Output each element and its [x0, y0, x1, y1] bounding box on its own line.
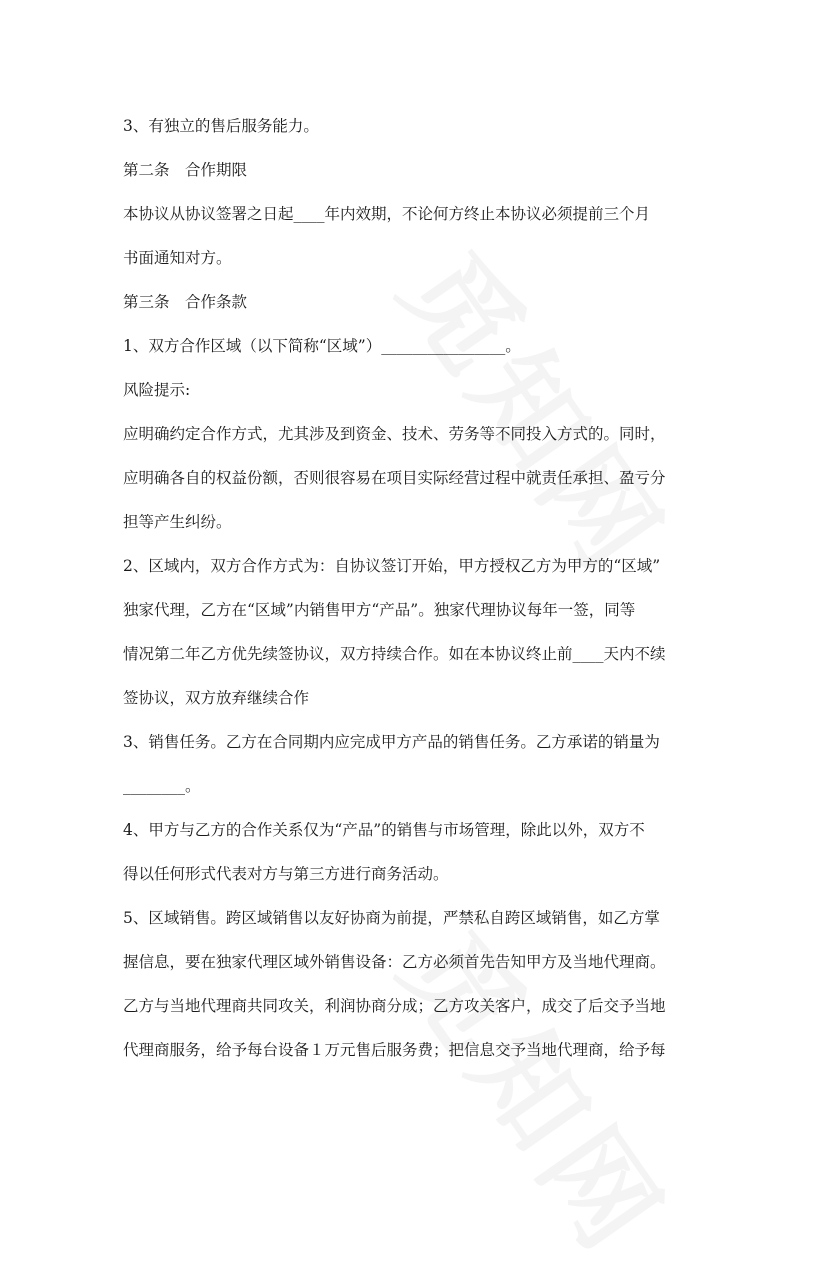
text-line: 3、销售任务。乙方在合同期内应完成甲方产品的销售任务。乙方承诺的销量为 [123, 733, 660, 751]
text-line: 风险提示: [123, 381, 191, 399]
section-heading: 第二条 合作期限 [123, 161, 248, 179]
text-line: 2、区域内，双方合作方式为：自协议签订开始，甲方授权乙方为甲方的“区域” [123, 557, 661, 575]
text-line: 5、区域销售。跨区域销售以友好协商为前提，严禁私自跨区域销售，如乙方掌 [123, 909, 660, 927]
document-body [123, 112, 713, 1064]
text-line: 得以任何形式代表对方与第三方进行商务活动。 [123, 865, 449, 883]
text-line: 握信息，要在独家代理区域外销售设备：乙方必须首先告知甲方及当地代理商。 [123, 953, 666, 971]
text-line: 乙方与当地代理商共同攻关，利润协商分成；乙方攻关客户，成交了后交予当地 [123, 997, 666, 1015]
text-line: ________。 [123, 777, 201, 795]
text-line: 4、甲方与乙方的合作关系仅为“产品”的销售与市场管理，除此以外，双方不 [123, 821, 645, 839]
text-line: 应明确各自的权益份额，否则很容易在项目实际经营过程中就责任承担、盈亏分 [123, 469, 666, 487]
text-line: 本协议从协议签署之日起____年内效期，不论何方终止本协议必须提前三个月 [123, 205, 651, 223]
text-line: 担等产生纠纷。 [123, 513, 232, 531]
text-line: 独家代理，乙方在“区域”内销售甲方“产品”。独家代理协议每年一签，同等 [123, 601, 636, 619]
text-line: 1、双方合作区域（以下简称“区域”）________________。 [123, 337, 521, 355]
text-line: 3、有独立的售后服务能力。 [123, 117, 319, 135]
text-line: 书面通知对方。 [123, 249, 232, 267]
text-line: 签协议，双方放弃继续合作 [123, 689, 310, 707]
section-heading: 第三条 合作条款 [123, 293, 248, 311]
text-line: 应明确约定合作方式，尤其涉及到资金、技术、劳务等不同投入方式的。同时， [123, 425, 666, 443]
text-line: 情况第二年乙方优先续签协议，双方持续合作。如在本协议终止前____天内不续 [123, 645, 666, 663]
text-line: 代理商服务，给予每台设备１万元售后服务费；把信息交予当地代理商，给予每 [123, 1041, 666, 1059]
